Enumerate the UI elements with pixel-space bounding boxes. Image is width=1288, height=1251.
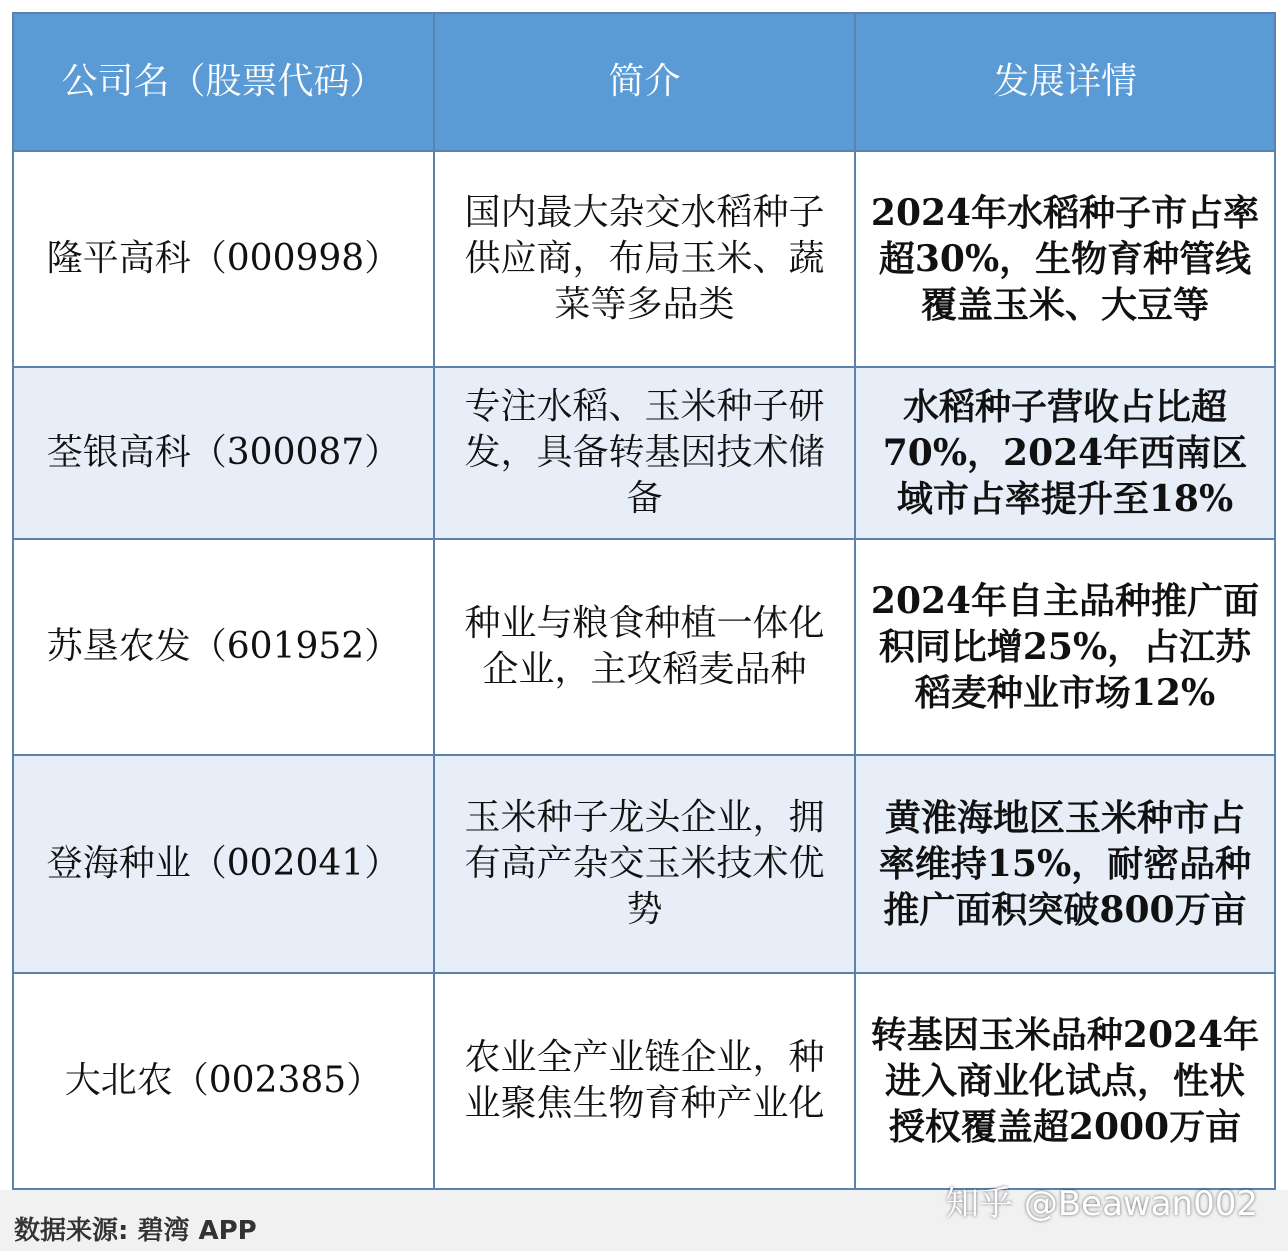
- table-row: [13, 973, 1275, 1189]
- company-cell: 荃银高科（300087）: [13, 367, 434, 539]
- zhihu-credit: 知乎 @Beawan002: [945, 1184, 1258, 1224]
- table-row: [13, 151, 1275, 367]
- table-header-row: [13, 13, 1275, 151]
- detail-cell: 转基因玉米品种2024年进入商业化试点，性状授权覆盖超2000万亩: [855, 973, 1275, 1189]
- data-source: 数据来源: 碧湾 APP: [14, 1216, 257, 1246]
- intro-cell: 农业全产业链企业，种业聚焦生物育种产业化: [434, 973, 855, 1189]
- detail-cell: 2024年自主品种推广面积同比增25%，占江苏稻麦种业市场12%: [855, 539, 1275, 755]
- company-cell: 苏垦农发（601952）: [13, 539, 434, 755]
- table-row: [13, 755, 1275, 973]
- header-intro: 简介: [434, 13, 855, 151]
- intro-cell: 种业与粮食种植一体化企业，主攻稻麦品种: [434, 539, 855, 755]
- header-detail: 发展详情: [855, 13, 1275, 151]
- company-cell: 登海种业（002041）: [13, 755, 434, 973]
- company-cell: 隆平高科（000998）: [13, 151, 434, 367]
- intro-cell: 国内最大杂交水稻种子供应商，布局玉米、蔬菜等多品类: [434, 151, 855, 367]
- detail-cell: 黄淮海地区玉米种市占率维持15%，耐密品种推广面积突破800万亩: [855, 755, 1275, 973]
- table-row: [13, 539, 1275, 755]
- intro-cell: 玉米种子龙头企业，拥有高产杂交玉米技术优势: [434, 755, 855, 973]
- intro-cell: 专注水稻、玉米种子研发，具备转基因技术储备: [434, 367, 855, 539]
- detail-cell: 2024年水稻种子市占率超30%，生物育种管线覆盖玉米、大豆等: [855, 151, 1275, 367]
- stock-table: [12, 12, 1276, 1190]
- company-cell: 大北农（002385）: [13, 973, 434, 1189]
- detail-cell: 水稻种子营收占比超70%，2024年西南区域市占率提升至18%: [855, 367, 1275, 539]
- header-company: 公司名（股票代码）: [13, 13, 434, 151]
- table-row: [13, 367, 1275, 539]
